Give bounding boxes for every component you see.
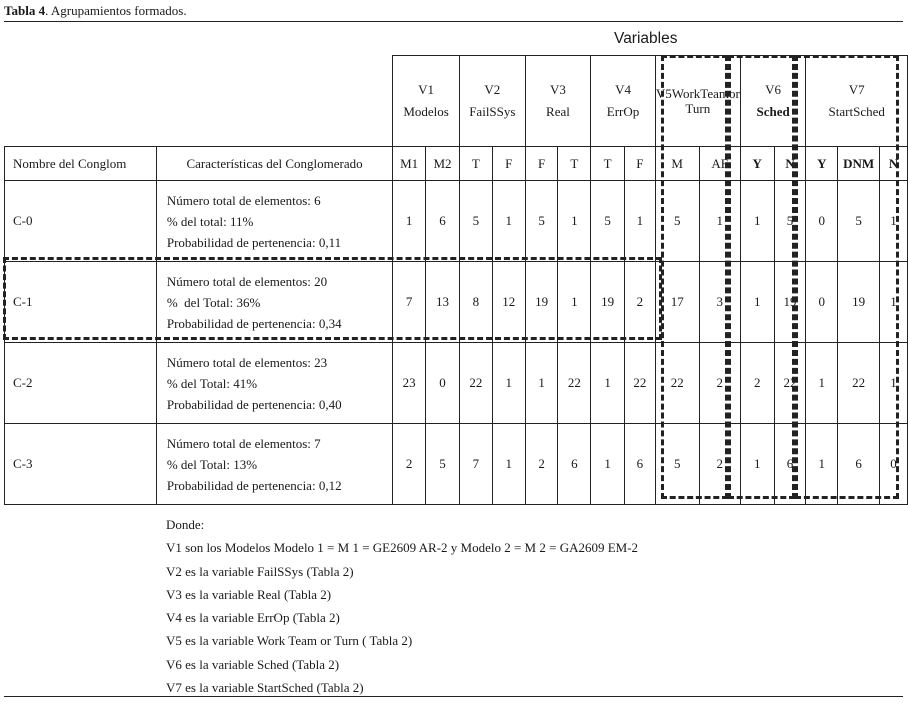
value-cell: 2: [393, 424, 426, 505]
cluster-features: [156, 424, 392, 505]
value-cell: 5: [655, 424, 699, 505]
value-cell: 1: [492, 343, 525, 424]
variable-header-row: [5, 56, 908, 147]
feature-line: Número total de elementos: 7: [166, 435, 321, 451]
col-header-sub: M2: [426, 147, 460, 181]
variables-title: Variables: [614, 30, 678, 47]
table-row: [5, 424, 908, 505]
value-cell: 1: [806, 343, 838, 424]
value-cell: 2: [699, 424, 740, 505]
table-row: [5, 343, 908, 424]
header-v7: V7 StartSched: [806, 56, 908, 147]
value-cell: 7: [393, 262, 426, 343]
cluster-name: C-1: [5, 262, 157, 343]
value-cell: 5: [591, 181, 625, 262]
top-rule: [4, 21, 903, 22]
cluster-name: C-0: [5, 181, 157, 262]
value-cell: 22: [558, 343, 591, 424]
value-cell: 5: [426, 424, 460, 505]
note-line: V4 es la variable ErrOp (Tabla 2): [166, 610, 340, 626]
value-cell: 13: [426, 262, 460, 343]
value-cell: 7: [459, 424, 492, 505]
value-cell: 2: [740, 343, 774, 424]
value-cell: 1: [625, 181, 656, 262]
value-cell: 6: [838, 424, 880, 505]
value-cell: 5: [525, 181, 558, 262]
value-cell: 1: [699, 181, 740, 262]
value-cell: 5: [655, 181, 699, 262]
value-cell: 6: [774, 424, 806, 505]
feature-line: Número total de elementos: 6: [166, 192, 321, 208]
col-header-sub: Y: [806, 147, 838, 181]
value-cell: 19: [525, 262, 558, 343]
table-row: [5, 262, 908, 343]
value-cell: 6: [426, 181, 460, 262]
header-v6: V6 Sched: [740, 56, 806, 147]
value-cell: 19: [838, 262, 880, 343]
note-line: V2 es la variable FailSSys (Tabla 2): [166, 563, 354, 579]
col-header-sub: Y: [740, 147, 774, 181]
col-header-sub: M1: [393, 147, 426, 181]
value-cell: 22: [655, 343, 699, 424]
value-cell: 5: [838, 181, 880, 262]
table-caption: [4, 3, 187, 19]
value-cell: 1: [880, 262, 908, 343]
note-line: V5 es la variable Work Team or Turn ( Tabla 2): [166, 633, 413, 649]
clusters-table: [4, 55, 908, 505]
value-cell: 1: [393, 181, 426, 262]
header-v4: V4 ErrOp: [591, 56, 656, 147]
value-cell: 1: [492, 181, 525, 262]
value-cell: 6: [558, 424, 591, 505]
value-cell: 22: [774, 343, 806, 424]
value-cell: 1: [591, 343, 625, 424]
col-header-sub: F: [625, 147, 656, 181]
col-header-sub: T: [558, 147, 591, 181]
cluster-name: C-2: [5, 343, 157, 424]
column-header-row: [5, 147, 908, 181]
feature-line: % del Total: 36%: [166, 294, 261, 310]
header-v1: V1 Modelos: [393, 56, 460, 147]
value-cell: 19: [591, 262, 625, 343]
value-cell: 0: [806, 181, 838, 262]
value-cell: 5: [774, 181, 806, 262]
col-header-sub: N: [774, 147, 806, 181]
feature-line: Probabilidad de pertenencia: 0,11: [166, 234, 342, 250]
caption-label: Tabla 4: [4, 3, 46, 18]
value-cell: 0: [426, 343, 460, 424]
value-cell: 2: [525, 424, 558, 505]
table-row: [5, 181, 908, 262]
note-line: Donde:: [166, 517, 205, 532]
feature-line: Probabilidad de pertenencia: 0,34: [166, 315, 342, 331]
col-header-sub: N: [880, 147, 908, 181]
note-line: V7 es la variable StartSched (Tabla 2): [166, 680, 364, 696]
note-line: V6 es la variable Sched (Tabla 2): [166, 656, 340, 672]
value-cell: 1: [492, 424, 525, 505]
value-cell: 1: [880, 343, 908, 424]
value-cell: 3: [699, 262, 740, 343]
value-cell: 22: [838, 343, 880, 424]
value-cell: 22: [625, 343, 656, 424]
feature-line: Probabilidad de pertenencia: 0,12: [166, 477, 342, 493]
value-cell: 2: [625, 262, 656, 343]
value-cell: 12: [492, 262, 525, 343]
col-header-sub: T: [459, 147, 492, 181]
col-header-features: Características del Conglomerado: [156, 147, 392, 181]
value-cell: 0: [880, 424, 908, 505]
header-v2: V2 FailSSys: [459, 56, 525, 147]
value-cell: 1: [591, 424, 625, 505]
feature-line: % del Total: 13%: [166, 456, 258, 472]
value-cell: 1: [558, 181, 591, 262]
feature-line: Probabilidad de pertenencia: 0,40: [166, 396, 342, 412]
col-header-sub: T: [591, 147, 625, 181]
cluster-features: [156, 262, 392, 343]
cluster-features: [156, 181, 392, 262]
col-header-sub: F: [492, 147, 525, 181]
caption-text: . Agrupamientos formados.: [45, 3, 187, 18]
header-v5: V5WorkTeamor Turn: [655, 56, 740, 147]
bottom-rule: [4, 696, 903, 697]
feature-line: % del Total: 41%: [166, 375, 258, 391]
header-v3: V3 Real: [525, 56, 591, 147]
value-cell: 23: [393, 343, 426, 424]
value-cell: 22: [459, 343, 492, 424]
value-cell: 1: [740, 424, 774, 505]
value-cell: 1: [880, 181, 908, 262]
feature-line: Número total de elementos: 20: [166, 273, 328, 289]
cluster-features: [156, 343, 392, 424]
cluster-name: C-3: [5, 424, 157, 505]
value-cell: 6: [625, 424, 656, 505]
note-line: V1 son los Modelos Modelo 1 = M 1 = GE2609 AR-2 y Modelo 2 = M 2 = GA2609 EM-2: [166, 540, 639, 556]
value-cell: 8: [459, 262, 492, 343]
col-header-sub: M: [655, 147, 699, 181]
feature-line: % del total: 11%: [166, 213, 254, 229]
value-cell: 0: [806, 262, 838, 343]
value-cell: 1: [740, 181, 774, 262]
note-line: V3 es la variable Real (Tabla 2): [166, 586, 332, 602]
value-cell: 19: [774, 262, 806, 343]
value-cell: 1: [525, 343, 558, 424]
col-header-sub: AF: [699, 147, 740, 181]
feature-line: Número total de elementos: 23: [166, 354, 328, 370]
value-cell: 2: [699, 343, 740, 424]
col-header-name: Nombre del Conglom: [5, 147, 157, 181]
value-cell: 17: [655, 262, 699, 343]
value-cell: 1: [806, 424, 838, 505]
col-header-sub: F: [525, 147, 558, 181]
notes: [166, 513, 638, 699]
col-header-sub: DNM: [838, 147, 880, 181]
value-cell: 5: [459, 181, 492, 262]
value-cell: 1: [740, 262, 774, 343]
value-cell: 1: [558, 262, 591, 343]
header-corner: [5, 56, 393, 147]
